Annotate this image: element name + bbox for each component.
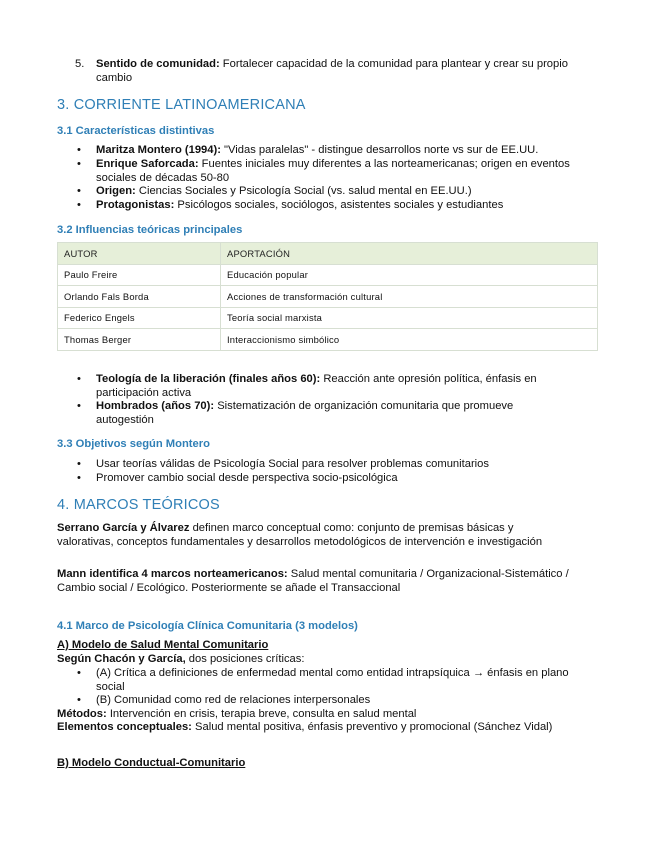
list-item: • Enrique Saforcada: Fuentes iniciales muy diferentes a las norteamericanas; origen en eventos sociales de décadas 50-80 [77, 158, 570, 184]
list-item: • Teología de la liberación (finales años 60): Reacción ante opresión política, énfasis en participación activa [77, 373, 537, 399]
table-cell: Interaccionismo simbólico [221, 329, 598, 351]
table-cell: Paulo Freire [58, 264, 221, 286]
subheading-3-1: 3.1 Características distintivas [57, 125, 215, 137]
list-item: • (B) Comunidad como red de relaciones interpersonales [77, 694, 371, 706]
paragraph-marco-conceptual: Serrano García y Álvarez definen marco conceptual como: conjunto de premisas básicas y valorativas, conceptos fundamentales y desarrollos metodológicos de intervención e investigación [57, 522, 543, 548]
influences-table [57, 242, 598, 351]
table-cell: Teoría social marxista [221, 307, 598, 329]
column-header-contribution: APORTACIÓN [221, 243, 598, 265]
table-header-row [58, 243, 598, 265]
model-a-methods: Métodos: Intervención en crisis, terapia breve, consulta en salud mental [57, 708, 417, 720]
section-heading-3: 3. CORRIENTE LATINOAMERICANA [57, 97, 306, 113]
list-number: 5. [75, 58, 85, 70]
paragraph-mann: Mann identifica 4 marcos norteamericanos: Salud mental comunitaria / Organizacional-Sistemático / Cambio social / Ecológico. Posteriormente se añade el Transaccional [57, 568, 569, 594]
table-cell: Thomas Berger [58, 329, 221, 351]
table-row [58, 264, 598, 286]
list-item: • Usar teorías válidas de Psicología Social para resolver problemas comunitarios [77, 458, 489, 470]
list-item: • Promover cambio social desde perspectiva socio-psicológica [77, 472, 398, 484]
list-item-5: Sentido de comunidad: Fortalecer capacidad de la comunidad para plantear y crear su propio cambio [96, 58, 568, 84]
model-b-title: B) Modelo Conductual-Comunitario [57, 757, 246, 769]
table-cell: Federico Engels [58, 307, 221, 329]
table-row [58, 286, 598, 308]
table-cell: Acciones de transformación cultural [221, 286, 598, 308]
subheading-3-3: 3.3 Objetivos según Montero [57, 438, 210, 450]
list-item: • Protagonistas: Psicólogos sociales, sociólogos, asistentes sociales y estudiantes [77, 199, 504, 211]
table-cell: Educación popular [221, 264, 598, 286]
table-cell: Orlando Fals Borda [58, 286, 221, 308]
list-item: • Origen: Ciencias Sociales y Psicología Social (vs. salud mental en EE.UU.) [77, 185, 472, 197]
model-a-title: A) Modelo de Salud Mental Comunitario [57, 639, 269, 651]
table-row [58, 307, 598, 329]
model-a-intro: Según Chacón y García, dos posiciones críticas: [57, 653, 305, 665]
table-row [58, 329, 598, 351]
list-item: • Hombrados (años 70): Sistematización de organización comunitaria que promueve autogestión [77, 400, 514, 426]
model-a-elements: Elementos conceptuales: Salud mental positiva, énfasis preventivo y promocional (Sánchez Vidal) [57, 721, 553, 733]
subheading-3-2: 3.2 Influencias teóricas principales [57, 224, 243, 236]
section-heading-4: 4. MARCOS TEÓRICOS [57, 497, 220, 513]
list-item: • Maritza Montero (1994): "Vidas paralelas" - distingue desarrollos norte vs sur de EE.UU. [77, 144, 539, 156]
list-item: • (A) Crítica a definiciones de enfermedad mental como entidad intrapsíquica → énfasis en plano social [77, 667, 569, 693]
column-header-author: AUTOR [58, 243, 221, 265]
subheading-4-1: 4.1 Marco de Psicología Clínica Comunitaria (3 modelos) [57, 620, 358, 632]
list-item-bold: Sentido de comunidad: [96, 58, 220, 70]
